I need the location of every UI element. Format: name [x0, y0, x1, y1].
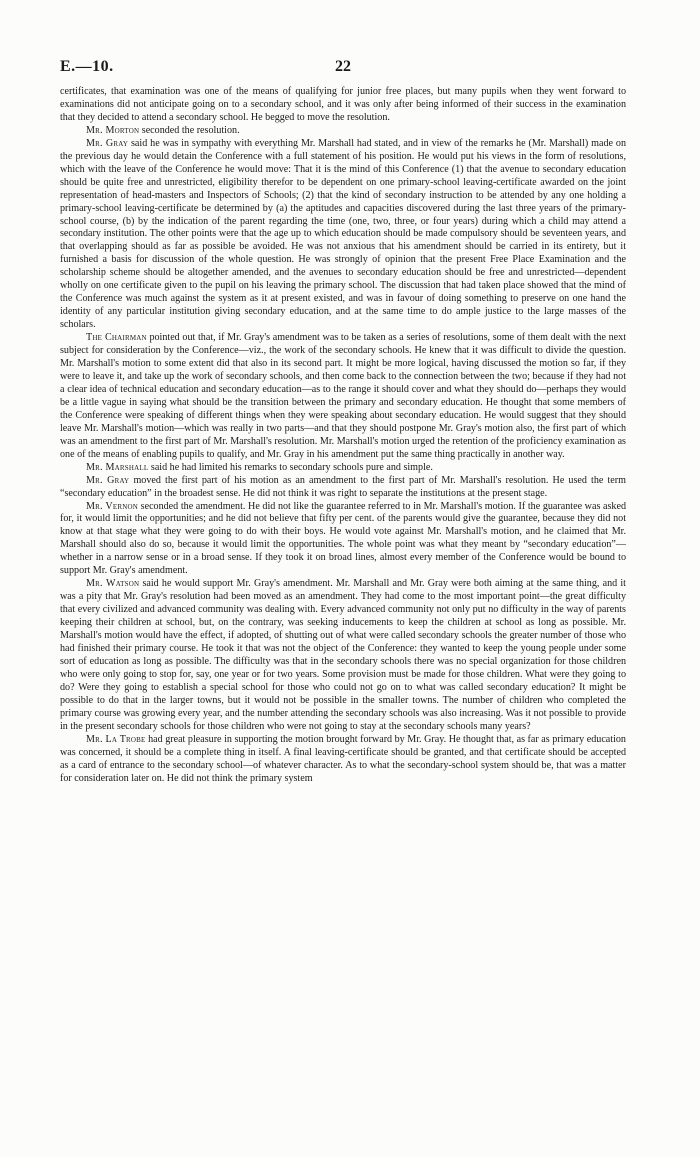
paragraph — [60, 86, 626, 125]
speaker-name: The Chairman — [86, 332, 147, 344]
paragraph — [60, 138, 626, 332]
paragraph — [60, 462, 626, 475]
document-reference: E.—10. — [60, 58, 114, 75]
document-body — [60, 86, 626, 785]
speaker-name: Mr. Gray — [86, 137, 129, 149]
speaker-name: Mr. La Trobe — [86, 733, 146, 745]
paragraph — [60, 332, 626, 462]
paragraph-text: had great pleasure in supporting the motion brought forward by Mr. Gray. He thought that, as far as primary education was concerned, it should be a complete thing in itself. A final leaving-certificate should be granted, and that certificate should be accepted as a card of entrance to the secondary school—of whatever character. As to what the secondary-school system should be, that was a matter for consideration later on. He did not think the primary system — [60, 733, 626, 784]
paragraph-text: pointed out that, if Mr. Gray's amendment was to be taken as a series of resolutions, some of them dealt with the next subject for consideration by the Conference—viz., the work of the secondary schools. He knew that it was difficult to divide the question. Mr. Marshall's motion to some extent did that also in its second part. It might be more logical, having discussed the motion so far, if they were to leave it, and take up the work of secondary schools, and then come back to the connection between the two; because if they had not a clear idea of technical education and secondary education—as to the range it should cover and what they should do—perhaps they would be a little vague in saying what should be the transition between the primary and secondary education. He thought that some members of the Conference were speaking of different things when they were speaking about secondary education. He would suggest that they should leave Mr. Marshall's motion—which was really in two parts—and that they should postpone Mr. Gray's motion also, the first part of which was an amendment to the first part of Mr. Marshall's resolution. Mr. Marshall's motion urged the retention of the proficiency examination as one of the means of enabling pupils to qualify, and Mr. Gray in his amendment put the same thing practically in another way. — [60, 332, 626, 460]
paragraph-text: said he had limited his remarks to secondary schools pure and simple. — [150, 461, 433, 473]
paragraph — [60, 125, 626, 138]
speaker-name: Mr. Gray — [86, 474, 130, 486]
paragraph-text: certificates, that examination was one of the means of qualifying for junior free places, but many pupils when they went forward to examinations did not anticipate going on to a secondary school, and it was only after being informed of their success in the examination that they decided to attend a secondary school. He begged to move the resolution. — [60, 86, 626, 123]
paragraph-text: moved the first part of his motion as an amendment to the first part of Mr. Marshall's resolution. He used the term “secondary education” in the broadest sense. He did not think it was right to separate the institutions at the present stage. — [60, 474, 627, 499]
paragraph — [60, 578, 626, 733]
speaker-name: Mr. Vernon — [86, 500, 139, 512]
paragraph-text: seconded the resolution. — [141, 124, 240, 136]
speaker-name: Mr. Watson — [86, 578, 140, 590]
paragraph — [60, 734, 626, 786]
page-number: 22 — [335, 58, 351, 75]
paragraph — [60, 501, 626, 579]
paragraph-text: said he would support Mr. Gray's amendment. Mr. Marshall and Mr. Gray were both aiming at the same thing, and it was a pity that Mr. Gray's resolution had been moved as an amendment. They had come to the most important point—the great difficulty that every civilized and advanced community was dealing with. Every advanced community not only put no difficulty in the way of parents keeping their children at school, but, on the contrary, was seeking inducements to keep the children at school as long as possible. Mr. Marshall's motion would have the effect, if adopted, of shutting out of what were called secondary schools the greater number of those who had finished their primary course. He took it that was not the object of the Conference: they wanted to keep the young people under some sort of education as long as possible. The difficulty was that in the secondary schools there was no special organization for those children who were only going to stop for, say, one year or for two years. Some provision must be made for those children. What were they going to do? Were they going to establish a special school for those who could not go on to what was called secondary education? It might be possible to do that in the larger towns, but it would not be possible in the smaller towns. The number of children who completed the primary course was growing every year, and the number attending the secondary schools was also increasing. Was it not possible to provide in the present secondary schools for those children who were not going to stay at the secondary schools many years? — [60, 578, 626, 732]
page-header — [60, 58, 626, 80]
paragraph-text: seconded the amendment. He did not like the guarantee referred to in Mr. Marshall's motion. If the guarantee was asked for, it would limit the opportunities; and he did not believe that fifty per cent. of the parents would give the guarantee, because they did not know at that stage what they were going to do with their boys. He would vote against Mr. Marshall's motion, and he claimed that Mr. Marshall should also do so, because it would limit the opportunities. The whole point was what they meant by “secondary education”—whether in a narrow sense or in a broad sense. If they took it on broad lines, almost every member of the Conference would be bound to support Mr. Gray's amendment. — [60, 500, 626, 577]
speaker-name: Mr. Morton — [86, 124, 140, 136]
speaker-name: Mr. Marshall — [86, 461, 149, 473]
paragraph — [60, 475, 626, 501]
paragraph-text: said he was in sympathy with everything Mr. Marshall had stated, and in view of the remarks he (Mr. Marshall) made on the previous day he would detain the Conference with a full statement of his position. He would put his views in the form of resolutions, which with the leave of the Conference he would move: That it is the mind of this Conference (1) that the avenue to secondary education should be quite free and unrestricted, eligibility therefor to be dependent on one primary-school leaving-certificate awarded on the joint representation of head-masters and Inspectors of Schools; (2) that the kind of secondary instruction to be attended by any one holding a primary-school leaving-certificate be determined by (a) the aptitudes and capacities discovered during the last three years of the primary-school course, (b) by the indication of the parent regarding the time (one, two, three, or four years) during which a child may attend a secondary institution. The other points were that the age up to which education should be made compulsory should be seventeen years, and that overlapping should as far as possible be avoided. He was not anxious that his amendment should be carried in its entirety, but it furnished a basis for discussion of the whole question. He was strongly of opinion that the present Free Place Examination and the scholarship scheme should be altogether amended, and the avenues to secondary education should be free and unrestricted—dependent wholly on one certificate given to the pupil on his leaving the primary school. The discussion that had taken place showed that the mind of the Conference was much against the system as it at present existed, and was in favour of doing something to preserve on one hand the identity of any particular institution giving secondary education, and at the same time to do ample justice to the large masses of the scholars. — [60, 137, 626, 331]
